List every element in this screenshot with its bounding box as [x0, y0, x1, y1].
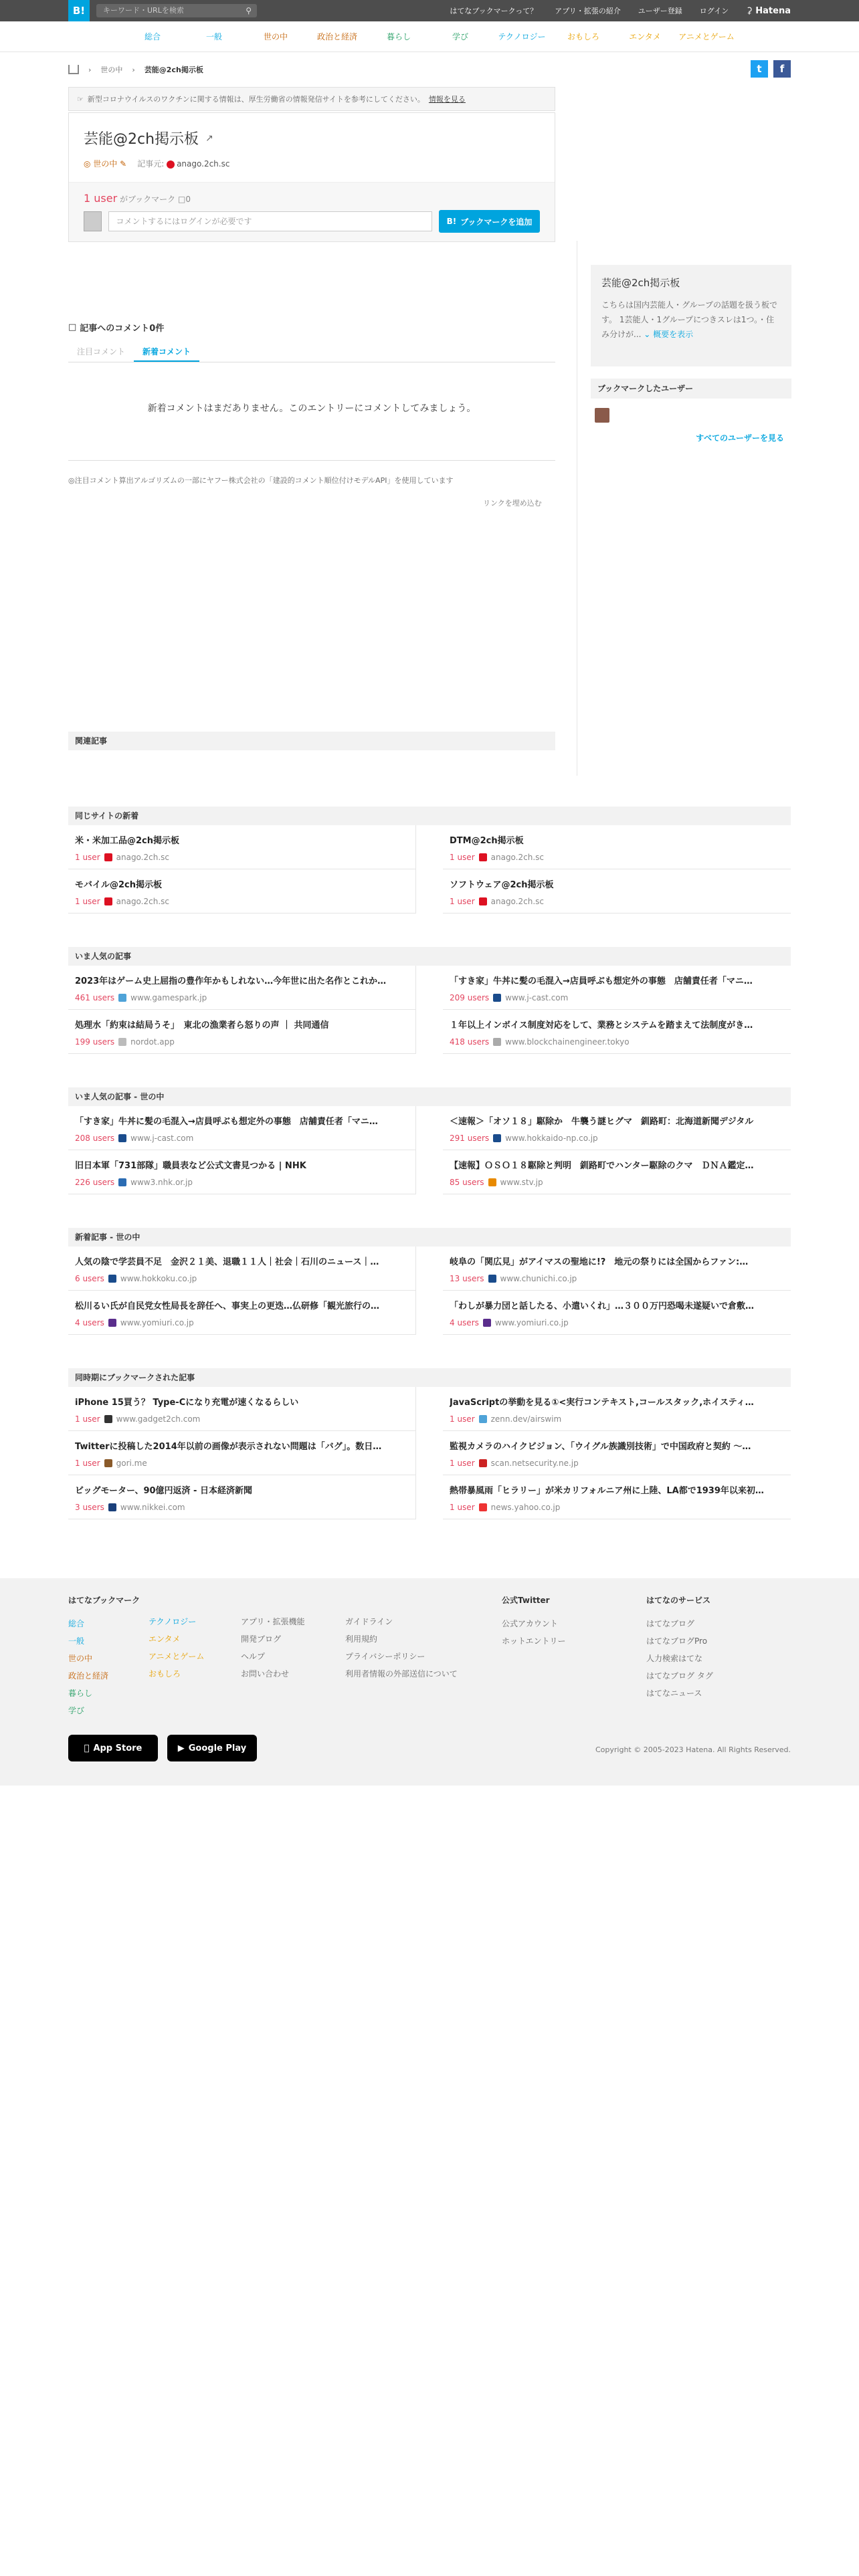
site-favicon-icon — [479, 853, 487, 861]
article-meta — [450, 897, 784, 906]
article-section — [68, 1368, 791, 1519]
footer-col-twitter — [502, 1594, 566, 1650]
site-favicon-icon — [104, 853, 112, 861]
notice-text: 新型コロナウイルスのワクチンに関する情報は、厚生労働省の情報発信サイトを参考にしてください。 — [87, 95, 425, 104]
site-favicon-icon — [108, 1275, 116, 1283]
footer-link[interactable]: おもしろ — [149, 1669, 181, 1679]
list-item — [443, 1291, 791, 1335]
breadcrumb-separator-icon: › — [88, 65, 92, 74]
site-favicon-icon — [167, 160, 175, 169]
article-meta — [75, 1414, 409, 1424]
entry-title[interactable]: 芸能@2ch掲示板 — [84, 131, 199, 148]
site-favicon-icon — [118, 1038, 126, 1046]
article-title[interactable]: 「わしが暴力団と話したる、小遣いくれ」…３００万円恐喝未遂疑いで倉敷… — [450, 1301, 755, 1311]
section-heading: いま人気の記事 - 世の中 — [68, 1087, 791, 1106]
footer-link[interactable]: 一般 — [68, 1636, 85, 1646]
article-site[interactable]: www.chunichi.co.jp — [500, 1274, 577, 1283]
site-favicon-icon — [104, 1459, 112, 1467]
article-meta — [75, 1037, 409, 1047]
footer-link[interactable]: はてなブログ タグ — [646, 1671, 713, 1681]
article-meta — [450, 1414, 784, 1424]
comment-icon: □ — [178, 195, 186, 204]
search-placeholder: キーワード・URLを検索 — [103, 6, 184, 15]
article-meta — [450, 1459, 784, 1468]
article-meta — [75, 1134, 409, 1143]
article-site[interactable]: www3.nhk.or.jp — [130, 1178, 193, 1187]
twitter-share-icon[interactable]: t — [751, 60, 768, 78]
article-users[interactable]: 6 users — [75, 1274, 104, 1283]
hatena-brand-icon: ⚳ — [746, 5, 753, 16]
appstore-badge[interactable]: App Store — [68, 1735, 158, 1761]
article-title[interactable]: DTM@2ch掲示板 — [450, 836, 524, 846]
about-link[interactable]: はてなブックマークって？ — [450, 7, 538, 15]
article-meta — [75, 1274, 409, 1283]
article-site[interactable]: anago.2ch.sc — [116, 853, 170, 862]
hatena-bookmark-logo[interactable]: B! — [68, 0, 90, 21]
global-nav — [0, 21, 859, 52]
article-site[interactable]: zenn.dev/airswim — [490, 1414, 562, 1424]
copyright: Copyright © 2005-2023 Hatena. All Rights Reserved. — [595, 1745, 791, 1754]
article-meta — [75, 1318, 409, 1327]
right-sidebar — [577, 241, 791, 776]
article-users[interactable]: 208 users — [75, 1134, 115, 1143]
chevron-down-icon: ⌄ — [644, 330, 651, 339]
article-site[interactable]: nordot.app — [130, 1037, 175, 1047]
comment-tabs — [68, 341, 555, 362]
footer-link[interactable]: ガイドライン — [345, 1617, 393, 1626]
site-description: こちらは国内芸能人・グループの話題を扱う板です。 1芸能人・1グループにつきスレは1つ。・住み分けが... — [601, 300, 778, 339]
footer-link[interactable]: エンタメ — [149, 1634, 181, 1644]
all-users-link[interactable]: すべてのユーザーを見る — [696, 433, 784, 443]
footer-link[interactable]: 暮らし — [68, 1689, 93, 1698]
article-users[interactable]: 1 user — [75, 1414, 100, 1424]
footer-col-bookmark — [68, 1594, 140, 1719]
article-users[interactable]: 13 users — [450, 1274, 484, 1283]
entry-card — [68, 112, 555, 242]
site-favicon-icon — [108, 1319, 116, 1327]
edit-icon[interactable]: ✎ — [120, 159, 127, 169]
article-meta — [75, 1503, 409, 1512]
site-favicon-icon — [488, 1178, 496, 1186]
user-avatar[interactable] — [595, 408, 609, 423]
article-users[interactable]: 4 users — [75, 1318, 104, 1327]
article-users[interactable]: 291 users — [450, 1134, 490, 1143]
article-title[interactable]: JavaScriptの挙動を見る①<実行コンテキスト,コールスタック,ホイスティ… — [450, 1398, 754, 1408]
googleplay-badge[interactable]: ▶ Google Play — [167, 1735, 257, 1761]
article-site[interactable]: gori.me — [116, 1459, 147, 1468]
article-title[interactable]: 処理水「約束は結局うそ」 東北の漁業者ら怒りの声 ｜ 共同通信 — [75, 1021, 329, 1031]
footer-link[interactable]: はてなブログ — [646, 1619, 695, 1628]
play-icon: ▶ — [177, 1743, 185, 1753]
article-title[interactable]: 旧日本軍「731部隊」職員表など公式文書見つかる | NHK — [75, 1161, 306, 1171]
article-title[interactable]: 岐阜の「関広見」がアイマスの聖地に!? 地元の祭りには全国からファン:… — [450, 1257, 749, 1267]
hatena-brand[interactable]: ⚳ Hatena — [746, 5, 791, 16]
article-section — [68, 947, 791, 1054]
nav-item[interactable]: エンタメ — [629, 32, 661, 41]
article-title[interactable]: モバイル@2ch掲示板 — [75, 880, 163, 890]
comment-input[interactable]: コメントするにはログインが必要です — [108, 211, 432, 231]
footer-link[interactable]: 人力検索はてな — [646, 1654, 703, 1663]
breadcrumb-separator-icon: › — [132, 65, 135, 74]
entry-category[interactable]: ◎ 世の中 ✎ — [84, 159, 127, 169]
article-title[interactable]: iPhone 15買う？ Type-Cになり充電が速くなるらしい — [75, 1398, 299, 1408]
section-heading: いま人気の記事 — [68, 947, 791, 966]
search-input[interactable] — [96, 4, 257, 17]
list-item — [443, 825, 791, 869]
article-site[interactable]: www.j-cast.com — [130, 1134, 194, 1143]
footer-col-bookmark-2 — [149, 1613, 204, 1683]
list-item — [68, 966, 416, 1010]
footer-link[interactable]: お問い合わせ — [241, 1669, 290, 1679]
list-item — [68, 869, 416, 914]
article-meta — [450, 1037, 784, 1047]
article-users[interactable]: 1 user — [75, 853, 100, 862]
article-meta — [450, 1274, 784, 1283]
article-title[interactable]: Twitterに投稿した2014年以前の画像が表示されない問題は「バグ」。数日… — [75, 1442, 382, 1452]
article-meta — [450, 993, 784, 1002]
article-users[interactable]: 3 users — [75, 1503, 104, 1512]
article-title[interactable]: ソフトウェア@2ch掲示板 — [450, 880, 554, 890]
article-users[interactable]: 1 user — [450, 1414, 475, 1424]
site-title[interactable]: 芸能@2ch掲示板 — [601, 277, 680, 289]
bookmark-users-head: ブックマークしたユーザー — [591, 379, 791, 399]
nav-item[interactable]: 学び — [452, 32, 468, 41]
footer-link[interactable]: 総合 — [68, 1619, 85, 1628]
footer-link[interactable]: 利用規約 — [345, 1634, 378, 1644]
article-meta — [75, 897, 409, 906]
section-heading: 新着記事 - 世の中 — [68, 1228, 791, 1247]
top-links — [450, 0, 791, 21]
footer-heading: 公式Twitter — [502, 1596, 550, 1605]
site-favicon-icon — [493, 1134, 501, 1142]
article-users[interactable]: 209 users — [450, 993, 490, 1002]
footer — [0, 1578, 859, 1786]
article-section — [68, 807, 791, 914]
article-title[interactable]: 米・米加工品@2ch掲示板 — [75, 836, 180, 846]
article-meta — [450, 1318, 784, 1327]
entry-source: 記事元: anago.2ch.sc — [137, 159, 230, 169]
site-favicon-icon — [108, 1503, 116, 1511]
bookmark-count: 1 user がブックマーク □0 — [84, 192, 191, 205]
footer-heading: はてなブックマーク — [68, 1596, 140, 1605]
external-link-icon[interactable]: ↗ — [205, 132, 213, 144]
article-title[interactable]: 2023年はゲーム史上屈指の豊作年かもしれない…今年世に出た名作とこれか… — [75, 976, 387, 986]
article-users[interactable]: 1 user — [450, 897, 475, 906]
comment-count: 0 — [185, 195, 191, 204]
list-item — [443, 1431, 791, 1475]
article-title[interactable]: 【速報】ＯＳＯ１８駆除と判明 釧路町でハンター駆除のクマ ＤＮＡ鑑定… — [450, 1161, 754, 1171]
article-site[interactable]: www.blockchainengineer.tokyo — [505, 1037, 630, 1047]
article-title[interactable]: ＜速報＞「オソ１８」駆除か 牛襲う謎ヒグマ 釧路町：北海道新聞デジタル — [450, 1117, 754, 1127]
list-item — [68, 1387, 416, 1431]
list-item — [443, 1150, 791, 1194]
hand-icon: ☞ — [77, 94, 84, 104]
footer-link[interactable]: 世の中 — [68, 1654, 93, 1663]
section-heading: 同時期にブックマークされた記事 — [68, 1368, 791, 1387]
site-info-box — [591, 265, 791, 366]
list-item — [68, 1431, 416, 1475]
bookmark-icon: B! — [446, 217, 457, 226]
article-users[interactable]: 226 users — [75, 1178, 115, 1187]
footer-link[interactable]: アプリ・拡張機能 — [241, 1617, 305, 1626]
footer-link[interactable]: アニメとゲーム — [149, 1652, 205, 1661]
footer-link[interactable]: プライバシーポリシー — [345, 1652, 425, 1661]
list-item — [68, 1291, 416, 1335]
article-meta — [450, 1503, 784, 1512]
site-favicon-icon — [118, 1134, 126, 1142]
article-section — [68, 1087, 791, 1194]
list-item — [68, 1247, 416, 1291]
notice-link[interactable]: 情報を見る — [428, 95, 466, 104]
article-meta — [75, 993, 409, 1002]
list-item — [68, 1106, 416, 1150]
article-site[interactable]: www.nikkei.com — [120, 1503, 185, 1512]
comments-empty-message: 新着コメントはまだありません。このエントリーにコメントしてみましょう。 — [147, 403, 476, 414]
breadcrumb — [68, 62, 203, 78]
footer-col-services — [646, 1594, 713, 1702]
site-favicon-icon — [493, 994, 501, 1002]
list-item — [68, 1010, 416, 1054]
site-more-link[interactable]: ⌄ 概要を表示 — [644, 330, 694, 339]
article-site[interactable]: www.hokkaido-np.co.jp — [505, 1134, 598, 1143]
related-articles-head: 関連記事 — [68, 732, 555, 750]
list-item — [443, 1475, 791, 1519]
article-title[interactable]: ビッグモーター、90億円返済 - 日本経済新聞 — [75, 1486, 252, 1496]
search-icon[interactable]: ⚲ — [246, 6, 252, 15]
article-site[interactable]: www.stv.jp — [500, 1178, 543, 1187]
site-favicon-icon — [104, 1415, 112, 1423]
footer-link[interactable]: 公式アカウント — [502, 1619, 558, 1628]
footer-heading: はてなのサービス — [646, 1596, 711, 1605]
article-site[interactable]: anago.2ch.sc — [116, 897, 170, 906]
site-favicon-icon — [493, 1038, 501, 1046]
nav-item[interactable]: 総合 — [144, 32, 161, 41]
article-site[interactable]: www.yomiuri.co.jp — [494, 1318, 569, 1327]
article-users[interactable]: 1 user — [450, 853, 475, 862]
list-item — [443, 966, 791, 1010]
home-icon[interactable] — [68, 65, 79, 74]
signup-link[interactable]: ユーザー登録 — [638, 7, 682, 15]
article-title[interactable]: 松川るい氏が自民党女性局長を辞任へ、事実上の更迭…仏研修「観光旅行の… — [75, 1301, 380, 1311]
entry-title-row — [84, 128, 540, 148]
article-site[interactable]: www.j-cast.com — [505, 993, 569, 1002]
article-site[interactable]: news.yahoo.co.jp — [490, 1503, 561, 1512]
covid-notice — [68, 87, 555, 111]
tab-new-comments[interactable]: 新着コメント — [134, 341, 199, 362]
footer-link[interactable]: ヘルプ — [241, 1652, 266, 1661]
article-title[interactable]: 人気の陰で学芸員不足 金沢２１美、退職１１人｜社会｜石川のニュース｜… — [75, 1257, 379, 1267]
top-bar — [0, 0, 859, 21]
share-buttons — [751, 60, 791, 78]
nav-item[interactable]: 政治と経済 — [316, 32, 357, 41]
embed-link[interactable]: リンクを埋め込む — [483, 499, 542, 508]
article-site[interactable]: scan.netsecurity.ne.jp — [490, 1459, 579, 1468]
nav-item[interactable]: テクノロジー — [498, 32, 546, 41]
nav-item[interactable]: アニメとゲーム — [678, 32, 735, 41]
footer-link[interactable]: 利用者情報の外部送信について — [345, 1669, 458, 1679]
comment-icon: □ — [68, 322, 77, 332]
article-meta — [75, 1178, 409, 1187]
list-item — [68, 1150, 416, 1194]
list-item — [443, 1010, 791, 1054]
list-item — [68, 1475, 416, 1519]
site-favicon-icon — [488, 1275, 496, 1283]
article-title[interactable]: 「すき家」牛丼に髪の毛混入→店員呼ぶも想定外の事態 店舗責任者「マニ… — [450, 976, 753, 986]
list-item — [443, 1247, 791, 1291]
site-favicon-icon — [479, 897, 487, 905]
divider — [68, 460, 555, 461]
site-favicon-icon — [118, 994, 126, 1002]
add-bookmark-button[interactable]: B! ブックマークを追加 — [439, 210, 540, 233]
nav-item[interactable]: 世の中 — [263, 32, 288, 41]
users-count[interactable]: 1 user — [84, 192, 118, 205]
article-users[interactable]: 199 users — [75, 1037, 115, 1047]
site-favicon-icon — [479, 1415, 487, 1423]
footer-col-policy — [345, 1613, 458, 1683]
article-title[interactable]: 熱帯暴風雨「ヒラリー」が米カリフォルニア州に上陸、LA都で1939年以来初… — [450, 1486, 764, 1496]
breadcrumb-current: 芸能@2ch掲示板 — [144, 66, 203, 74]
facebook-share-icon[interactable]: f — [773, 60, 791, 78]
section-heading: 同じサイトの新着 — [68, 807, 791, 825]
article-meta — [75, 1459, 409, 1468]
footer-col-apps — [241, 1613, 305, 1683]
apps-link[interactable]: アプリ・拡張の紹介 — [555, 7, 621, 15]
article-site[interactable]: www.gadget2ch.com — [116, 1414, 201, 1424]
article-users[interactable]: 1 user — [75, 897, 100, 906]
tab-popular-comments[interactable]: 注目コメント — [76, 347, 125, 356]
article-users[interactable]: 4 users — [450, 1318, 479, 1327]
article-users[interactable]: 85 users — [450, 1178, 484, 1187]
footer-link[interactable]: 政治と経済 — [68, 1671, 109, 1681]
article-users[interactable]: 461 users — [75, 993, 115, 1002]
footer-link[interactable]: テクノロジー — [149, 1617, 197, 1626]
article-title[interactable]: 監視カメラのハイクビジョン、「ウイグル族識別技術」で中国政府と契約 〜… — [450, 1442, 751, 1452]
footer-link[interactable]: 学び — [68, 1706, 85, 1715]
article-meta — [450, 1178, 784, 1187]
list-item — [443, 1106, 791, 1150]
article-users[interactable]: 1 user — [450, 1503, 475, 1512]
apple-icon — [84, 1743, 90, 1753]
article-meta — [75, 853, 409, 862]
nav-item[interactable]: 一般 — [205, 32, 222, 41]
list-item — [68, 825, 416, 869]
site-favicon-icon — [104, 897, 112, 905]
site-favicon-icon — [118, 1178, 126, 1186]
article-site[interactable]: anago.2ch.sc — [490, 897, 545, 906]
article-users[interactable]: 418 users — [450, 1037, 490, 1047]
list-item — [443, 869, 791, 914]
list-item — [443, 1387, 791, 1431]
nav-item[interactable]: 暮らし — [386, 32, 411, 41]
site-favicon-icon — [479, 1503, 487, 1511]
avatar — [84, 211, 102, 231]
article-section — [68, 1228, 791, 1335]
site-favicon-icon — [483, 1319, 491, 1327]
footer-link[interactable]: ホットエントリー — [502, 1636, 566, 1646]
site-favicon-icon — [479, 1459, 487, 1467]
article-site[interactable]: www.yomiuri.co.jp — [120, 1318, 194, 1327]
article-meta — [450, 853, 784, 862]
article-site[interactable]: www.gamespark.jp — [130, 993, 207, 1002]
footer-link[interactable]: はてなブログPro — [646, 1636, 708, 1646]
breadcrumb-category[interactable]: 世の中 — [100, 66, 123, 74]
article-users[interactable]: 1 user — [75, 1459, 100, 1468]
algorithm-note: ◎注目コメント算出アルゴリズムの一部にヤフー株式会社の「建設的コメント順位付けモデルAPI」を使用しています — [68, 476, 454, 485]
footer-link[interactable]: 開発ブログ — [241, 1634, 282, 1644]
article-meta — [450, 1134, 784, 1143]
nav-item[interactable]: おもしろ — [567, 32, 599, 41]
article-site[interactable]: www.hokkoku.co.jp — [120, 1274, 197, 1283]
login-link[interactable]: ログイン — [699, 7, 729, 15]
article-users[interactable]: 1 user — [450, 1459, 475, 1468]
comments-title: □ 記事へのコメント0件 — [68, 322, 165, 334]
article-site[interactable]: anago.2ch.sc — [490, 853, 545, 862]
article-title[interactable]: 「すき家」牛丼に髪の毛混入→店員呼ぶも想定外の事態 店舗責任者「マニ… — [75, 1117, 378, 1127]
footer-link[interactable]: はてなニュース — [646, 1689, 702, 1698]
article-title[interactable]: １年以上インボイス制度対応をして、業務とシステムを踏まえて法制度がき… — [450, 1021, 753, 1031]
